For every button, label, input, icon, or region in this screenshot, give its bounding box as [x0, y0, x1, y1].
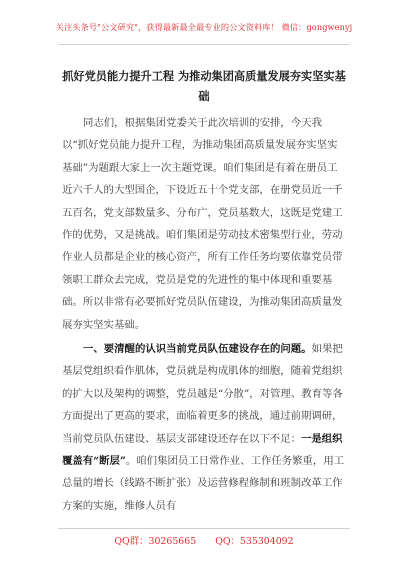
header-banner: 关注头条号"公文研究"，获得最新最全最专业的公文资料库！ 微信：gongwenyj — [55, 22, 353, 32]
intro-paragraph — [62, 112, 346, 336]
footer-qq-group: QQ群：30265665 — [114, 536, 197, 547]
header-divider — [58, 44, 350, 45]
section-text-1: 如果把基层党组织看作肌体，党员就是构成肌体的细胞，随着党组织的扩大以及架构的调整，党员越是“分散”，对管理、教育等各方面提出了更高的要求，面临着更多的挑战，通过前期调研，当前党员队伍建设、基层支部建设还存在以下不足： — [62, 343, 343, 445]
footer-qq: QQ：535304092 — [215, 536, 294, 547]
section-one-paragraph — [62, 338, 346, 517]
footer — [0, 533, 408, 547]
footer-divider — [58, 528, 350, 529]
section-emphasis: 一是组织覆盖有“断层” — [62, 432, 343, 468]
document-title: 抓好党员能力提升工程 为推动集团高质量发展夯实坚实基础 — [62, 69, 346, 103]
section-text-2: 。咱们集团员工日常作业、工作任务繁重，用工总量的增长（线路不断扩张）及运营修程修制和班制改革工作方案的实施，维修人员有 — [62, 455, 345, 512]
intro-text: 同志们，根据集团党委关于此次培训的安排，今天我以“抓好党员能力提升工程，为推动集团高质量发展夯实坚实基础”为题跟大家上一次主题党课。咱们集团是有着在册员工近六千人的大型国企，下设近五十个党支部，在册党员近一千五百名，党支部数量多、分布广，党员基数大，这既是党建工作的优势，又是挑战。咱们集团是劳动技术密集型行业，劳动作业人员都是企业的核心资产，所有工作任务均要依靠党员带领职工群众去完成，党员是党的先进性的集中体现和重要基础。所以非常有必要抓好党员队伍建设，为推动集团高质量发展夯实坚实基础。 — [62, 117, 343, 331]
section-heading: 一、要清醒的认识当前党员队伍建设存在的问题。 — [83, 343, 312, 355]
